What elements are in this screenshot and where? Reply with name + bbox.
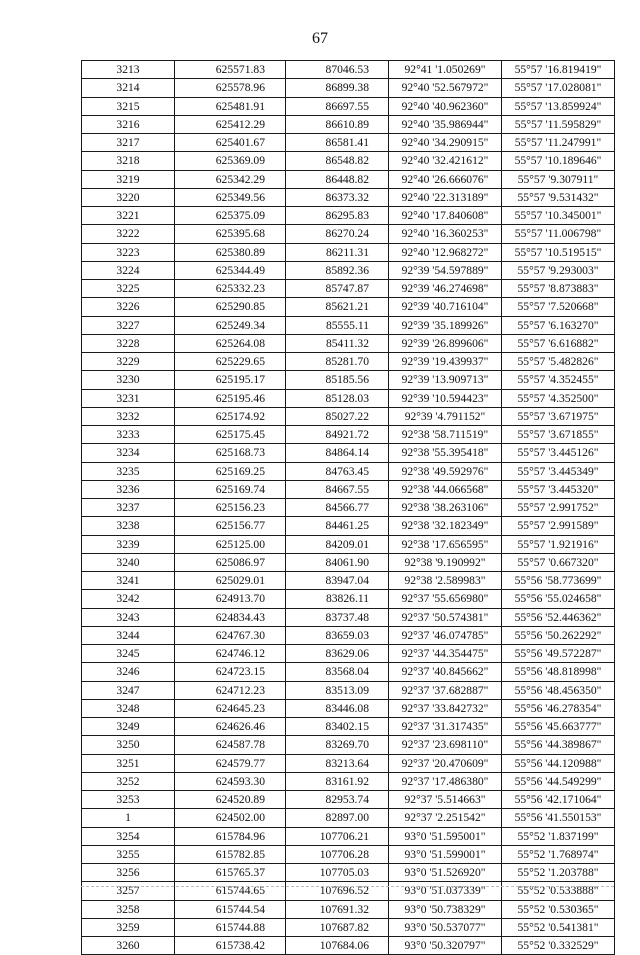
point-number-cell: 3225 [82, 280, 175, 298]
point-number-cell: 3250 [82, 736, 175, 754]
table-row [82, 572, 615, 590]
longitude-cell: 92°39 '46.274698" [389, 280, 502, 298]
table-row [82, 718, 615, 736]
y-coordinate-cell: 85281.70 [286, 353, 389, 371]
table-row [82, 371, 615, 389]
latitude-cell: 55°56 '55.024658" [502, 590, 615, 608]
longitude-cell: 92°40 '40.962360" [389, 97, 502, 115]
y-coordinate-cell: 85747.87 [286, 280, 389, 298]
y-coordinate-cell: 87046.53 [286, 61, 389, 79]
longitude-cell: 92°39 '35.189926" [389, 316, 502, 334]
y-coordinate-cell: 107706.21 [286, 827, 389, 845]
longitude-cell: 92°38 '49.592976" [389, 462, 502, 480]
x-coordinate-cell: 624502.00 [175, 809, 286, 827]
point-number-cell: 3254 [82, 827, 175, 845]
longitude-cell: 92°39 '4.791152" [389, 407, 502, 425]
table-row [82, 772, 615, 790]
point-number-cell: 3215 [82, 97, 175, 115]
latitude-cell: 55°52 '1.837199" [502, 827, 615, 845]
latitude-cell: 55°57 '8.873883" [502, 280, 615, 298]
latitude-cell: 55°52 '0.530365" [502, 900, 615, 918]
x-coordinate-cell: 624645.23 [175, 699, 286, 717]
y-coordinate-cell: 86270.24 [286, 225, 389, 243]
point-number-cell: 3249 [82, 718, 175, 736]
y-coordinate-cell: 107687.82 [286, 918, 389, 936]
table-row [82, 316, 615, 334]
table-row [82, 79, 615, 97]
longitude-cell: 92°40 '17.840608" [389, 207, 502, 225]
y-coordinate-cell: 86610.89 [286, 115, 389, 133]
y-coordinate-cell: 84763.45 [286, 462, 389, 480]
longitude-cell: 92°39 '10.594423" [389, 389, 502, 407]
table-row [82, 261, 615, 279]
latitude-cell: 55°57 '3.671855" [502, 426, 615, 444]
point-number-cell: 3248 [82, 699, 175, 717]
longitude-cell: 92°38 '38.263106" [389, 499, 502, 517]
x-coordinate-cell: 624834.43 [175, 608, 286, 626]
point-number-cell: 3213 [82, 61, 175, 79]
longitude-cell: 92°37 '20.470609" [389, 754, 502, 772]
table-row [82, 280, 615, 298]
x-coordinate-cell: 624712.23 [175, 681, 286, 699]
longitude-cell: 92°40 '34.290915" [389, 134, 502, 152]
y-coordinate-cell: 84061.90 [286, 553, 389, 571]
point-number-cell: 3244 [82, 626, 175, 644]
table-row [82, 608, 615, 626]
y-coordinate-cell: 85555.11 [286, 316, 389, 334]
longitude-cell: 92°37 '5.514663" [389, 791, 502, 809]
table-row [82, 225, 615, 243]
longitude-cell: 92°39 '26.899606" [389, 334, 502, 352]
longitude-cell: 92°37 '40.845662" [389, 663, 502, 681]
point-number-cell: 3230 [82, 371, 175, 389]
latitude-cell: 55°57 '11.247991" [502, 134, 615, 152]
latitude-cell: 55°57 '9.293003" [502, 261, 615, 279]
longitude-cell: 92°37 '31.317435" [389, 718, 502, 736]
x-coordinate-cell: 625229.65 [175, 353, 286, 371]
point-number-cell: 3257 [82, 882, 175, 900]
point-number-cell: 3246 [82, 663, 175, 681]
point-number-cell: 3237 [82, 499, 175, 517]
longitude-cell: 92°38 '44.066568" [389, 480, 502, 498]
longitude-cell: 92°40 '22.313189" [389, 188, 502, 206]
latitude-cell: 55°57 '13.859924" [502, 97, 615, 115]
x-coordinate-cell: 625168.73 [175, 444, 286, 462]
table-row [82, 444, 615, 462]
x-coordinate-cell: 625169.25 [175, 462, 286, 480]
table-row [82, 864, 615, 882]
point-number-cell: 3245 [82, 645, 175, 663]
latitude-cell: 55°57 '4.352455" [502, 371, 615, 389]
longitude-cell: 92°40 '16.360253" [389, 225, 502, 243]
longitude-cell: 93°0 '50.537077" [389, 918, 502, 936]
y-coordinate-cell: 83737.48 [286, 608, 389, 626]
latitude-cell: 55°56 '44.389867" [502, 736, 615, 754]
x-coordinate-cell: 624746.12 [175, 645, 286, 663]
y-coordinate-cell: 83446.08 [286, 699, 389, 717]
latitude-cell: 55°52 '0.332529" [502, 937, 615, 955]
longitude-cell: 92°37 '46.074785" [389, 626, 502, 644]
latitude-cell: 55°57 '11.595829" [502, 115, 615, 133]
table-row [82, 754, 615, 772]
longitude-cell: 92°39 '54.597889" [389, 261, 502, 279]
point-number-cell: 3247 [82, 681, 175, 699]
latitude-cell: 55°57 '7.520668" [502, 298, 615, 316]
table-row [82, 334, 615, 352]
table-row [82, 243, 615, 261]
table-row [82, 462, 615, 480]
point-number-cell: 3242 [82, 590, 175, 608]
table-row [82, 61, 615, 79]
point-number-cell: 3241 [82, 572, 175, 590]
point-number-cell: 3243 [82, 608, 175, 626]
point-number-cell: 3217 [82, 134, 175, 152]
x-coordinate-cell: 625332.23 [175, 280, 286, 298]
x-coordinate-cell: 624723.15 [175, 663, 286, 681]
y-coordinate-cell: 107696.52 [286, 882, 389, 900]
longitude-cell: 93°0 '50.738329" [389, 900, 502, 918]
y-coordinate-cell: 86581.41 [286, 134, 389, 152]
table-row [82, 207, 615, 225]
latitude-cell: 55°57 '3.445320" [502, 480, 615, 498]
point-number-cell: 3216 [82, 115, 175, 133]
longitude-cell: 92°37 '55.656980" [389, 590, 502, 608]
point-number-cell: 3220 [82, 188, 175, 206]
latitude-cell: 55°56 '52.446362" [502, 608, 615, 626]
latitude-cell: 55°57 '6.616882" [502, 334, 615, 352]
point-number-cell: 3260 [82, 937, 175, 955]
point-number-cell: 3224 [82, 261, 175, 279]
y-coordinate-cell: 84461.25 [286, 517, 389, 535]
table-row [82, 827, 615, 845]
x-coordinate-cell: 615744.65 [175, 882, 286, 900]
table-row [82, 645, 615, 663]
x-coordinate-cell: 625375.09 [175, 207, 286, 225]
latitude-cell: 55°57 '17.028081" [502, 79, 615, 97]
table-row [82, 681, 615, 699]
point-number-cell: 3255 [82, 845, 175, 863]
x-coordinate-cell: 615784.96 [175, 827, 286, 845]
y-coordinate-cell: 86211.31 [286, 243, 389, 261]
point-number-cell: 3256 [82, 864, 175, 882]
y-coordinate-cell: 84667.55 [286, 480, 389, 498]
point-number-cell: 1 [82, 809, 175, 827]
x-coordinate-cell: 625578.96 [175, 79, 286, 97]
latitude-cell: 55°56 '48.456350" [502, 681, 615, 699]
x-coordinate-cell: 625156.23 [175, 499, 286, 517]
y-coordinate-cell: 83947.04 [286, 572, 389, 590]
table-row [82, 535, 615, 553]
latitude-cell: 55°57 '1.921916" [502, 535, 615, 553]
y-coordinate-cell: 107706.28 [286, 845, 389, 863]
table-row [82, 845, 615, 863]
table-row [82, 699, 615, 717]
latitude-cell: 55°57 '10.519515" [502, 243, 615, 261]
x-coordinate-cell: 625380.89 [175, 243, 286, 261]
table-row [82, 791, 615, 809]
y-coordinate-cell: 86548.82 [286, 152, 389, 170]
longitude-cell: 93°0 '51.599001" [389, 845, 502, 863]
longitude-cell: 92°37 '23.698110" [389, 736, 502, 754]
x-coordinate-cell: 615744.54 [175, 900, 286, 918]
y-coordinate-cell: 82897.00 [286, 809, 389, 827]
point-number-cell: 3218 [82, 152, 175, 170]
latitude-cell: 55°57 '3.445349" [502, 462, 615, 480]
point-number-cell: 3228 [82, 334, 175, 352]
table-row [82, 353, 615, 371]
point-number-cell: 3235 [82, 462, 175, 480]
point-number-cell: 3221 [82, 207, 175, 225]
y-coordinate-cell: 84209.01 [286, 535, 389, 553]
x-coordinate-cell: 625481.91 [175, 97, 286, 115]
latitude-cell: 55°56 '46.278354" [502, 699, 615, 717]
longitude-cell: 92°38 '2.589983" [389, 572, 502, 590]
point-number-cell: 3253 [82, 791, 175, 809]
x-coordinate-cell: 625195.46 [175, 389, 286, 407]
table-row [82, 115, 615, 133]
latitude-cell: 55°57 '4.352500" [502, 389, 615, 407]
y-coordinate-cell: 84921.72 [286, 426, 389, 444]
y-coordinate-cell: 85128.03 [286, 389, 389, 407]
longitude-cell: 92°41 '1.050269" [389, 61, 502, 79]
table-row [82, 882, 615, 900]
latitude-cell: 55°57 '10.189646" [502, 152, 615, 170]
y-coordinate-cell: 85185.56 [286, 371, 389, 389]
x-coordinate-cell: 625175.45 [175, 426, 286, 444]
y-coordinate-cell: 86373.32 [286, 188, 389, 206]
point-number-cell: 3222 [82, 225, 175, 243]
point-number-cell: 3252 [82, 772, 175, 790]
table-row [82, 426, 615, 444]
point-number-cell: 3214 [82, 79, 175, 97]
point-number-cell: 3219 [82, 170, 175, 188]
y-coordinate-cell: 107684.06 [286, 937, 389, 955]
point-number-cell: 3236 [82, 480, 175, 498]
latitude-cell: 55°56 '45.663777" [502, 718, 615, 736]
table-row [82, 553, 615, 571]
table-row [82, 590, 615, 608]
table-row [82, 407, 615, 425]
y-coordinate-cell: 86295.83 [286, 207, 389, 225]
longitude-cell: 92°38 '17.656595" [389, 535, 502, 553]
x-coordinate-cell: 624520.89 [175, 791, 286, 809]
y-coordinate-cell: 86448.82 [286, 170, 389, 188]
x-coordinate-cell: 625086.97 [175, 553, 286, 571]
latitude-cell: 55°57 '3.445126" [502, 444, 615, 462]
x-coordinate-cell: 625571.83 [175, 61, 286, 79]
y-coordinate-cell: 86697.55 [286, 97, 389, 115]
latitude-cell: 55°57 '6.163270" [502, 316, 615, 334]
x-coordinate-cell: 625125.00 [175, 535, 286, 553]
point-number-cell: 3227 [82, 316, 175, 334]
latitude-cell: 55°56 '44.120988" [502, 754, 615, 772]
y-coordinate-cell: 85027.22 [286, 407, 389, 425]
table-row [82, 663, 615, 681]
table-row [82, 809, 615, 827]
longitude-cell: 92°38 '55.395418" [389, 444, 502, 462]
y-coordinate-cell: 85621.21 [286, 298, 389, 316]
latitude-cell: 55°56 '58.773699" [502, 572, 615, 590]
y-coordinate-cell: 85411.32 [286, 334, 389, 352]
y-coordinate-cell: 83213.64 [286, 754, 389, 772]
table-row [82, 170, 615, 188]
x-coordinate-cell: 625264.08 [175, 334, 286, 352]
latitude-cell: 55°56 '49.572287" [502, 645, 615, 663]
point-number-cell: 3238 [82, 517, 175, 535]
latitude-cell: 55°56 '48.818998" [502, 663, 615, 681]
x-coordinate-cell: 624767.30 [175, 626, 286, 644]
latitude-cell: 55°57 '11.006798" [502, 225, 615, 243]
table-row [82, 97, 615, 115]
x-coordinate-cell: 624626.46 [175, 718, 286, 736]
point-number-cell: 3226 [82, 298, 175, 316]
x-coordinate-cell: 625395.68 [175, 225, 286, 243]
latitude-cell: 55°56 '44.549299" [502, 772, 615, 790]
longitude-cell: 92°39 '40.716104" [389, 298, 502, 316]
longitude-cell: 92°37 '33.842732" [389, 699, 502, 717]
longitude-cell: 92°40 '32.421612" [389, 152, 502, 170]
x-coordinate-cell: 625412.29 [175, 115, 286, 133]
point-number-cell: 3223 [82, 243, 175, 261]
coordinates-table [81, 60, 615, 955]
table-row [82, 626, 615, 644]
x-coordinate-cell: 625344.49 [175, 261, 286, 279]
x-coordinate-cell: 624579.77 [175, 754, 286, 772]
latitude-cell: 55°56 '50.262292" [502, 626, 615, 644]
longitude-cell: 92°38 '9.190992" [389, 553, 502, 571]
latitude-cell: 55°52 '0.533888" [502, 882, 615, 900]
table-row [82, 152, 615, 170]
longitude-cell: 92°40 '35.986944" [389, 115, 502, 133]
x-coordinate-cell: 625369.09 [175, 152, 286, 170]
x-coordinate-cell: 625169.74 [175, 480, 286, 498]
longitude-cell: 92°40 '52.567972" [389, 79, 502, 97]
longitude-cell: 92°37 '2.251542" [389, 809, 502, 827]
table-row [82, 736, 615, 754]
x-coordinate-cell: 625029.01 [175, 572, 286, 590]
table-row [82, 517, 615, 535]
longitude-cell: 93°0 '51.037339" [389, 882, 502, 900]
longitude-cell: 93°0 '51.526920" [389, 864, 502, 882]
point-number-cell: 3240 [82, 553, 175, 571]
point-number-cell: 3251 [82, 754, 175, 772]
latitude-cell: 55°52 '1.203788" [502, 864, 615, 882]
latitude-cell: 55°52 '0.541381" [502, 918, 615, 936]
x-coordinate-cell: 615738.42 [175, 937, 286, 955]
latitude-cell: 55°57 '9.307911" [502, 170, 615, 188]
latitude-cell: 55°52 '1.768974" [502, 845, 615, 863]
table-row [82, 499, 615, 517]
table-row [82, 900, 615, 918]
point-number-cell: 3231 [82, 389, 175, 407]
x-coordinate-cell: 615765.37 [175, 864, 286, 882]
longitude-cell: 92°39 '13.909713" [389, 371, 502, 389]
latitude-cell: 55°56 '41.550153" [502, 809, 615, 827]
latitude-cell: 55°57 '2.991752" [502, 499, 615, 517]
point-number-cell: 3234 [82, 444, 175, 462]
longitude-cell: 92°40 '26.666076" [389, 170, 502, 188]
x-coordinate-cell: 625174.92 [175, 407, 286, 425]
x-coordinate-cell: 615744.88 [175, 918, 286, 936]
x-coordinate-cell: 615782.85 [175, 845, 286, 863]
point-number-cell: 3258 [82, 900, 175, 918]
longitude-cell: 93°0 '51.595001" [389, 827, 502, 845]
x-coordinate-cell: 625349.56 [175, 188, 286, 206]
x-coordinate-cell: 625195.17 [175, 371, 286, 389]
latitude-cell: 55°57 '2.991589" [502, 517, 615, 535]
table-row [82, 298, 615, 316]
longitude-cell: 92°37 '50.574381" [389, 608, 502, 626]
longitude-cell: 92°37 '17.486380" [389, 772, 502, 790]
y-coordinate-cell: 83513.09 [286, 681, 389, 699]
x-coordinate-cell: 625290.85 [175, 298, 286, 316]
latitude-cell: 55°57 '0.667320" [502, 553, 615, 571]
y-coordinate-cell: 83161.92 [286, 772, 389, 790]
y-coordinate-cell: 84864.14 [286, 444, 389, 462]
latitude-cell: 55°57 '5.482826" [502, 353, 615, 371]
y-coordinate-cell: 83269.70 [286, 736, 389, 754]
point-number-cell: 3239 [82, 535, 175, 553]
longitude-cell: 92°38 '58.711519" [389, 426, 502, 444]
x-coordinate-cell: 624593.30 [175, 772, 286, 790]
point-number-cell: 3259 [82, 918, 175, 936]
longitude-cell: 92°39 '19.439937" [389, 353, 502, 371]
y-coordinate-cell: 83629.06 [286, 645, 389, 663]
y-coordinate-cell: 85892.36 [286, 261, 389, 279]
latitude-cell: 55°57 '10.345001" [502, 207, 615, 225]
x-coordinate-cell: 624587.78 [175, 736, 286, 754]
point-number-cell: 3229 [82, 353, 175, 371]
y-coordinate-cell: 82953.74 [286, 791, 389, 809]
table-row [82, 389, 615, 407]
point-number-cell: 3233 [82, 426, 175, 444]
latitude-cell: 55°57 '16.819419" [502, 61, 615, 79]
table-row [82, 937, 615, 955]
latitude-cell: 55°57 '9.531432" [502, 188, 615, 206]
table-row [82, 918, 615, 936]
y-coordinate-cell: 83568.04 [286, 663, 389, 681]
y-coordinate-cell: 83826.11 [286, 590, 389, 608]
y-coordinate-cell: 86899.38 [286, 79, 389, 97]
latitude-cell: 55°56 '42.171064" [502, 791, 615, 809]
longitude-cell: 92°37 '44.354475" [389, 645, 502, 663]
y-coordinate-cell: 83659.03 [286, 626, 389, 644]
page-number: 67 [312, 30, 328, 47]
y-coordinate-cell: 107691.32 [286, 900, 389, 918]
table-row [82, 134, 615, 152]
x-coordinate-cell: 624913.70 [175, 590, 286, 608]
x-coordinate-cell: 625249.34 [175, 316, 286, 334]
latitude-cell: 55°57 '3.671975" [502, 407, 615, 425]
x-coordinate-cell: 625342.29 [175, 170, 286, 188]
y-coordinate-cell: 84566.77 [286, 499, 389, 517]
longitude-cell: 92°40 '12.968272" [389, 243, 502, 261]
longitude-cell: 92°37 '37.682887" [389, 681, 502, 699]
page-bottom-rule [81, 886, 614, 887]
x-coordinate-cell: 625156.77 [175, 517, 286, 535]
longitude-cell: 92°38 '32.182349" [389, 517, 502, 535]
table-row [82, 188, 615, 206]
longitude-cell: 93°0 '50.320797" [389, 937, 502, 955]
table-row [82, 480, 615, 498]
x-coordinate-cell: 625401.67 [175, 134, 286, 152]
y-coordinate-cell: 107705.03 [286, 864, 389, 882]
y-coordinate-cell: 83402.15 [286, 718, 389, 736]
point-number-cell: 3232 [82, 407, 175, 425]
